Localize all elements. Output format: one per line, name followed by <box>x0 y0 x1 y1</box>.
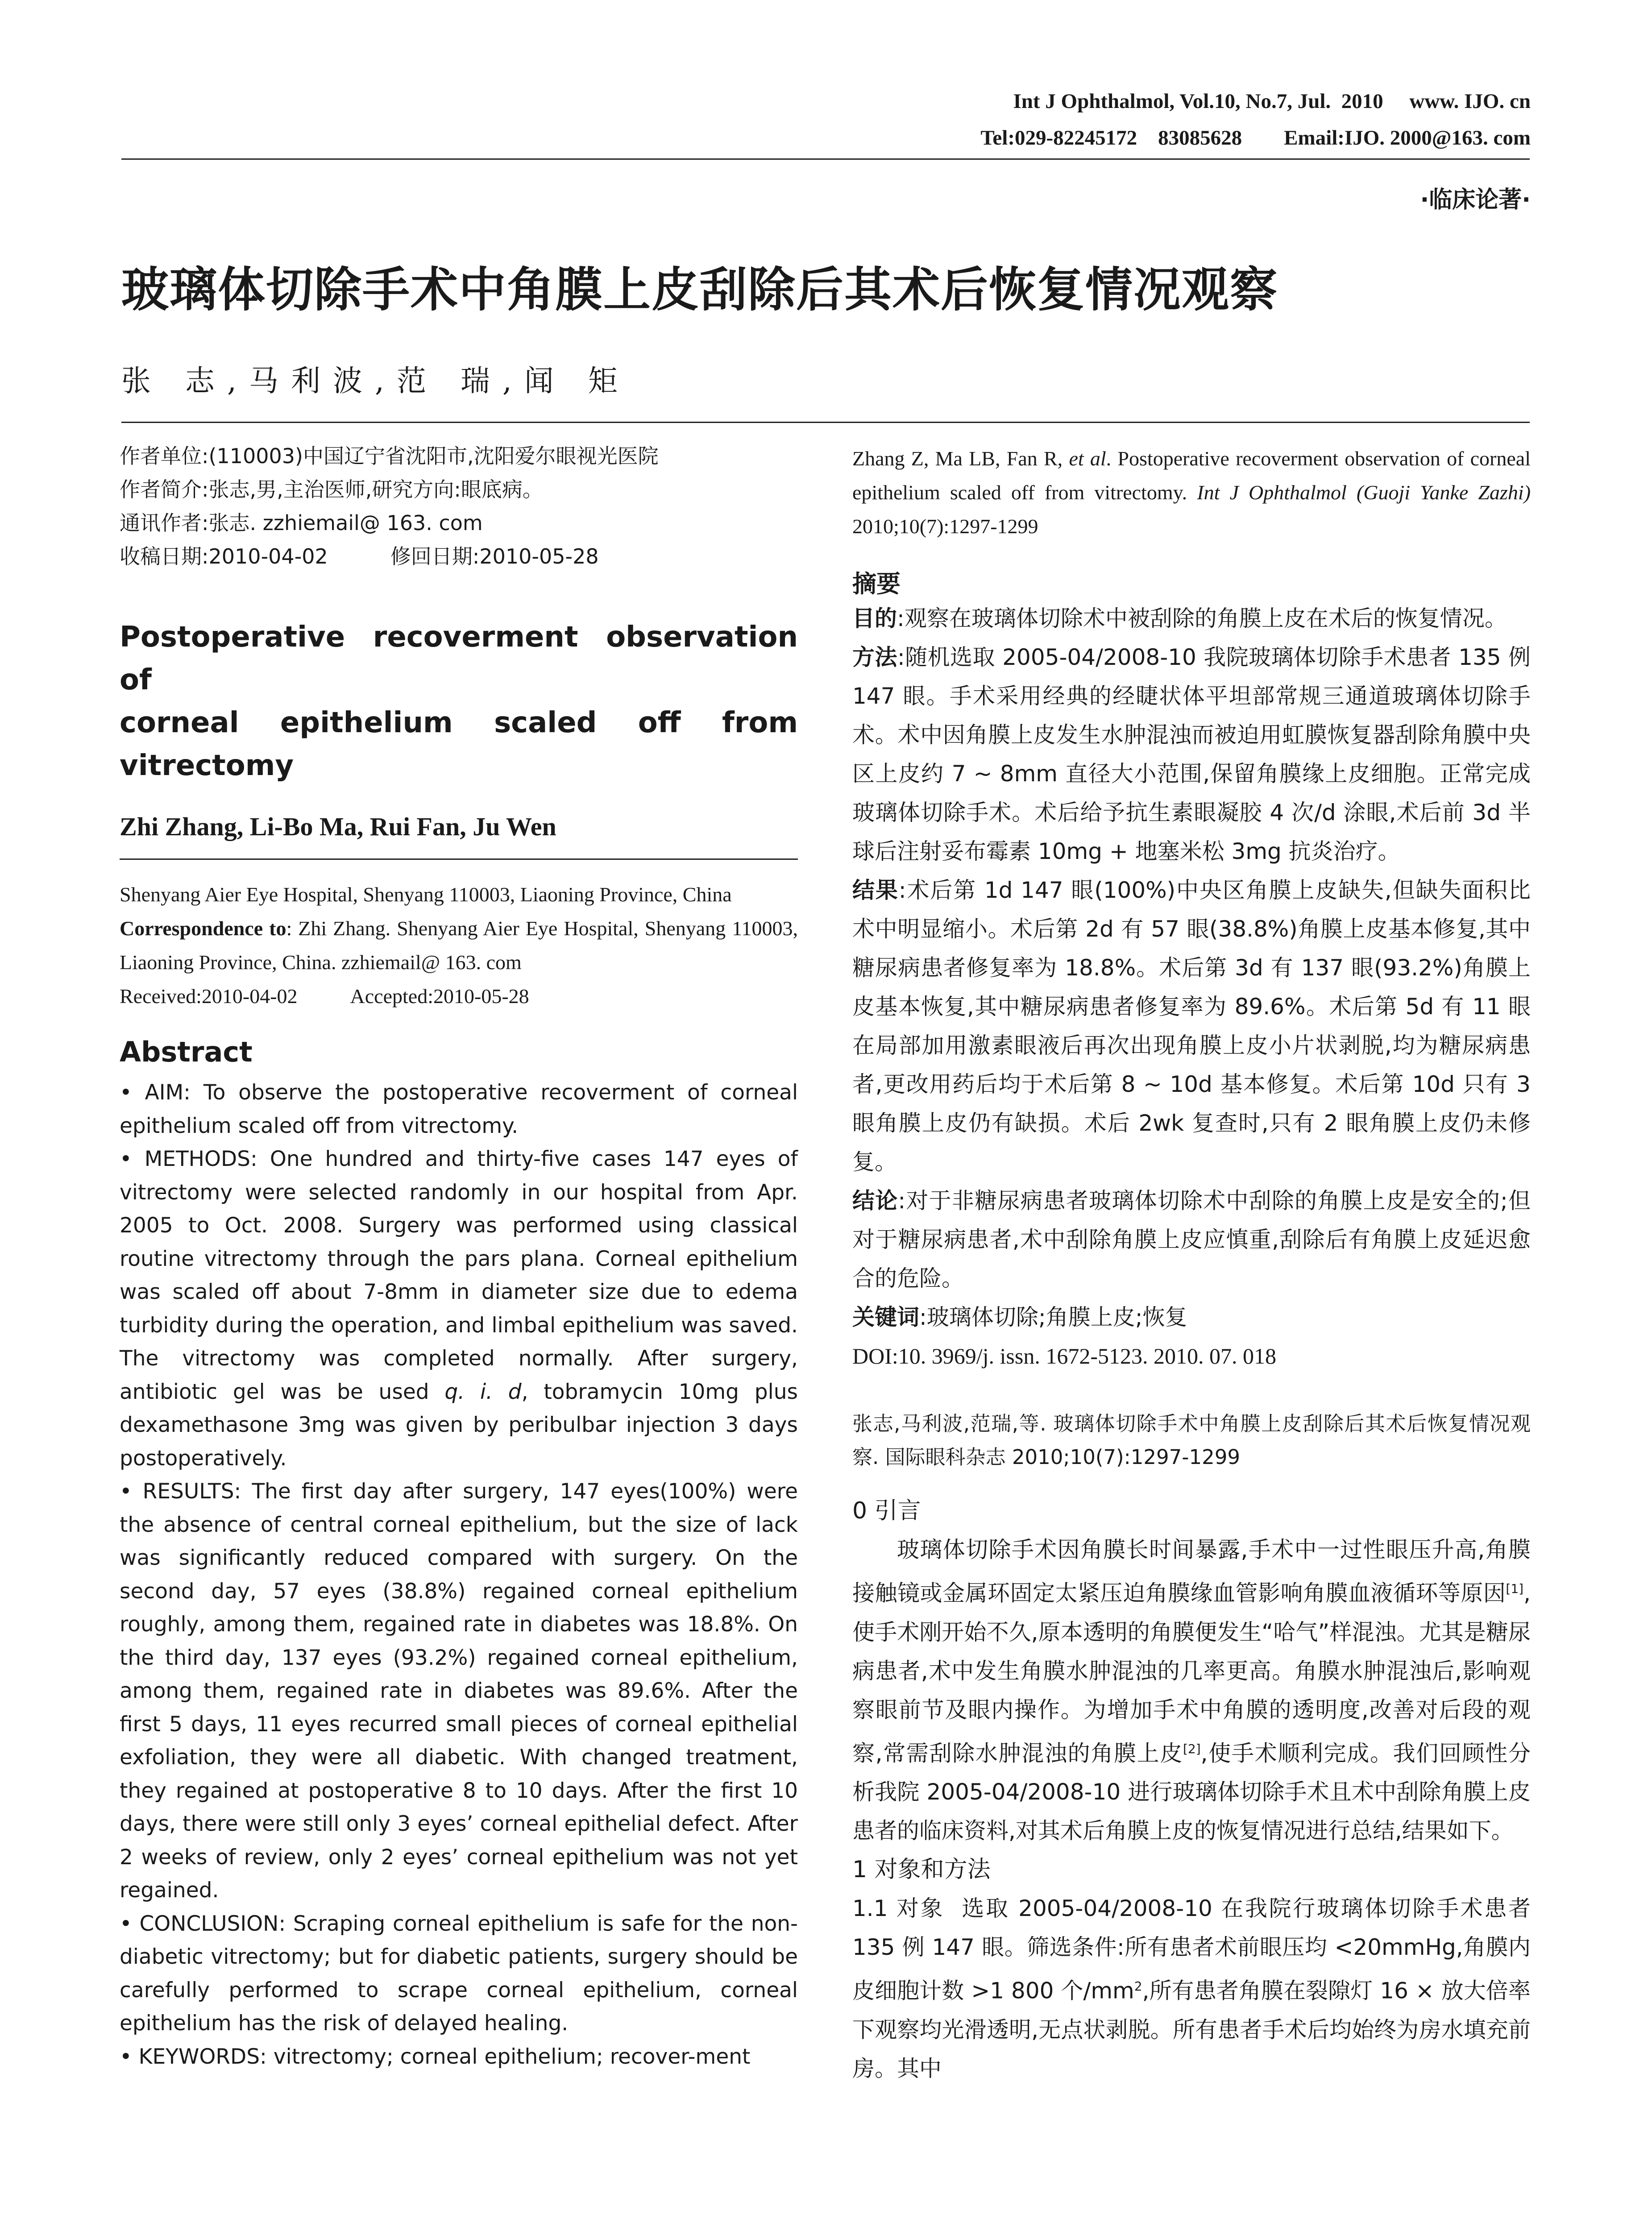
abstract-cn-purpose <box>852 599 1531 638</box>
unit-superscript: 2 <box>1134 1979 1142 1994</box>
article-title-cn: 玻璃体切除手术中角膜上皮刮除后其术后恢复情况观察 <box>121 262 1278 317</box>
title-rule <box>121 422 1530 423</box>
received-date-cn: 收稿日期:2010-04-02 <box>120 544 328 568</box>
methods-cn-label: 方法 <box>852 644 897 670</box>
ref-1[interactable]: [1] <box>1506 1581 1524 1596</box>
methods-section-body <box>852 1889 1531 2088</box>
header-rule <box>121 158 1530 160</box>
abstract-methods <box>120 1143 798 1475</box>
aim-text: : To observe the postoperative recoverment of corneal epithelium scaled off from vitrectomy. <box>120 1080 798 1138</box>
dates-cn <box>120 540 798 573</box>
keywords-cn-text: :玻璃体切除;角膜上皮;恢复 <box>919 1304 1187 1330</box>
ref-2[interactable]: [2] <box>1183 1741 1201 1756</box>
title-en-line-2: corneal epithelium scaled off from vitrectomy <box>120 706 798 782</box>
abstract-cn-keywords <box>852 1298 1531 1337</box>
intro-text-a: 玻璃体切除手术因角膜长时间暴露,手术中一过性眼压升高,角膜接触镜或金属环固定太紧压迫角膜缘血管影响角膜血液循环等原因 <box>852 1537 1531 1606</box>
subjects-label: 1.1 对象 <box>852 1895 945 1922</box>
purpose-label: 目的 <box>852 605 897 631</box>
abstract-conclusion <box>120 1908 798 2040</box>
methods-label: • METHODS <box>120 1147 251 1171</box>
abstract-cn-conclusion <box>852 1182 1531 1298</box>
citation-volume: 2010;10(7):1297-1299 <box>852 515 1038 538</box>
journal-header-line: Int J Ophthalmol, Vol.10, No.7, Jul. 2010 www. IJO. cn <box>1013 90 1531 113</box>
abstract-cn-heading: 摘要 <box>852 570 901 598</box>
citation-journal: Int J Ophthalmol (Guoji Yanke Zazhi) <box>1197 481 1531 504</box>
subjects-paragraph <box>852 1889 1531 2088</box>
left-column <box>120 440 798 2073</box>
intro-paragraph <box>852 1530 1531 1850</box>
doi: DOI:10. 3969/j. issn. 1672-5123. 2010. 07. 018 <box>852 1344 1276 1368</box>
right-column <box>852 442 1531 2088</box>
citation-cn: 张志,马利波,范瑞,等. 玻璃体切除手术中角膜上皮刮除后其术后恢复情况观察. 国际眼科杂志 2010;10(7):1297-1299 <box>852 1412 1531 1469</box>
subjects-text-a: 选取 2005-04/2008-10 在我院行玻璃体切除手术患者 135 例 147 眼。筛选条件:所有患者术前眼压均 <20mmHg,角膜内皮细胞计数 >1 800 个/mm <box>852 1895 1531 2004</box>
abstract-cn <box>852 599 1531 1376</box>
citation-etal: et al <box>1069 447 1106 470</box>
citation-en <box>852 442 1531 543</box>
keywords-cn-label: 关键词 <box>852 1304 919 1330</box>
citation-title: . Postoperative recoverment observation of corneal epithelium scaled off from vitrectomy. <box>852 447 1531 504</box>
intro-text-b: ,使手术刚开始不久,原本透明的角膜便发生“哈气”样混浊。尤其是糖尿病患者,术中发生角膜水肿混浊的几率更高。角膜水肿混浊后,影响观察眼前节及眼内操作。为增加手术中角膜的透明度,改善对后段的观察,常需刮除水肿混浊的角膜上皮 <box>852 1580 1531 1767</box>
methods-cn-text: :随机选取 2005-04/2008-10 我院玻璃体切除手术患者 135 例 147 眼。手术采用经典的经睫状体平坦部常规三通道玻璃体切除手术。术中因角膜上皮发生水肿混浊而被迫用虹膜恢复器刮除角膜中央区上皮约 7 ~ 8mm 直径大小范围,保留角膜缘上皮细胞。正常完成玻璃体切除手术。术后给予抗生素眼凝胶 4 次/d 涂眼,术后前 3d 半球后注射妥布霉素 10mg + 地塞米松 3mg 抗炎治疗。 <box>852 644 1531 864</box>
title-en-line-1: Postoperative recoverment observation of <box>120 621 798 697</box>
abstract-keywords <box>120 2040 798 2074</box>
results-cn-label: 结果 <box>852 877 899 903</box>
conclusion-cn-label: 结论 <box>852 1188 898 1214</box>
affiliation-en-text: Shenyang Aier Eye Hospital, Shenyang 110003, Liaoning Province, China <box>120 883 732 906</box>
conclusion-label: • CONCLUSION <box>120 1911 279 1936</box>
correspondence-label: Correspondence to <box>120 917 286 940</box>
authors-rule <box>120 858 798 860</box>
correspondence-cn-line: 通讯作者:张志. zzhiemail@ 163. com <box>120 511 483 535</box>
citation-authors: Zhang Z, Ma LB, Fan R, <box>852 447 1063 470</box>
correspondence-en <box>120 912 798 979</box>
affiliation-line: 作者单位:(110003)中国辽宁省沈阳市,沈阳爱尔眼视光医院 <box>120 444 659 468</box>
column-tag: ·临床论著· <box>1420 187 1531 213</box>
purpose-text: :观察在玻璃体切除术中被刮除的角膜上皮在术后的恢复情况。 <box>897 605 1507 631</box>
received-date-en: Received:2010-04-02 <box>120 985 298 1008</box>
authors-cn: 张 志,马利波,范 瑞,闻 矩 <box>121 364 630 398</box>
methods-tail: , tobramycin 10mg plus dexamethasone 3mg was given by peribulbar injection 3 days postoperatively. <box>120 1379 798 1471</box>
results-cn-text: :术后第 1d 147 眼(100%)中央区角膜上皮缺失,但缺失面积比术中明显缩小。术后第 2d 有 57 眼(38.8%)角膜上皮基本修复,其中糖尿病患者修复率为 18.8%。术后第 3d 有 137 眼(93.2%)角膜上皮基本恢复,其中糖尿病患者修复率为 89.6%。术后第 5d 有 11 眼在局部加用激素眼液后再次出现角膜上皮小片状剥脱,均为糖尿病患者,更改用药后均于术后第 8 ~ 10d 基本修复。术后第 10d 只有 3 眼角膜上皮仍有缺损。术后 2wk 复查时,只有 2 眼角膜上皮仍未修复。 <box>852 877 1531 1175</box>
abstract-aim <box>120 1076 798 1143</box>
correspondence-text: : Zhi Zhang. Shenyang Aier Eye Hospital, Shenyang 110003, Liaoning Province, China. zzhiemail@ 163. com <box>120 917 798 974</box>
methods-qid: q. i. d <box>444 1379 522 1404</box>
subjects-text-b: ,所有患者角膜在裂隙灯 16 × 放大倍率下观察均光滑透明,无点状剥脱。所有患者手术后均始终为房水填充前房。其中 <box>852 1978 1531 2082</box>
article-title-en <box>120 616 798 787</box>
intro-heading: 0 引言 <box>852 1497 921 1524</box>
methods-text: : One hundred and thirty-five cases 147 eyes of vitrectomy were selected randomly in our hospital from Apr. 2005 to Oct. 2008. Surgery was performed using classical routine vitrectomy through the pars plana. Corneal epithelium was scaled off about 7-8mm in diameter size due to edema turbidity during the operation, and limbal epithelium was saved. The vitrectomy was completed normally. After surgery, antibiotic gel was be used <box>120 1147 798 1404</box>
conclusion-text: : Scraping corneal epithelium is safe for the non-diabetic vitrectomy; but for diabetic patients, surgery should be carefully performed to scrape corneal epithelium, corneal epithelium has the risk of delayed healing. <box>120 1911 798 2036</box>
affiliation-cn <box>120 440 798 573</box>
keywords-label: • KEYWORDS <box>120 2044 260 2069</box>
accepted-date-en: Accepted:2010-05-28 <box>350 985 529 1008</box>
results-label: • RESULTS <box>120 1479 234 1504</box>
methods-section-heading: 1 对象和方法 <box>852 1856 991 1883</box>
abstract-cn-results <box>852 871 1531 1182</box>
results-text: : The first day after surgery, 147 eyes(100%) were the absence of central corneal epithelium, but the size of lack was significantly reduced compared with surgery. On the second day, 57 eyes (38.8%) regained corneal epithelium roughly, among them, regained rate in diabetes was 18.8%. On the third day, 137 eyes (93.2%) regained corneal epithelium, among them, regained rate in diabetes was 89.6%. After the first 5 days, 11 eyes recurred small pieces of corneal epithelial exfoliation, they were all diabetic. With changed treatment, they regained at postoperative 8 to 10 days. After the first 10 days, there were still only 3 eyes’ corneal epithelial defect. After 2 weeks of review, only 2 eyes’ corneal epithelium was not yet regained. <box>120 1479 798 1903</box>
conclusion-cn-text: :对于非糖尿病患者玻璃体切除术中刮除的角膜上皮是安全的;但对于糖尿病患者,术中刮除角膜上皮应慎重,刮除后有角膜上皮延迟愈合的危险。 <box>852 1188 1531 1291</box>
abstract-results <box>120 1475 798 1908</box>
revised-date-cn: 修回日期:2010-05-28 <box>390 544 599 568</box>
intro-text-c: ,使手术顺利完成。我们回顾性分析我院 2005-04/2008-10 进行玻璃体切除手术且术中刮除角膜上皮患者的临床资料,对其术后角膜上皮的恢复情况进行总结,结果如下。 <box>852 1740 1531 1844</box>
abstract-en <box>120 1076 798 2073</box>
affiliation-en <box>120 878 798 1013</box>
aim-label: • AIM <box>120 1080 184 1105</box>
contact-header-line: Tel:029-82245172 83085628 Email:IJO. 2000@163. com <box>980 126 1531 149</box>
author-bio-line: 作者简介:张志,男,主治医师,研究方向:眼底病。 <box>120 477 543 502</box>
abstract-cn-methods <box>852 638 1531 871</box>
dates-en <box>120 979 798 1013</box>
keywords-text: : vitrectomy; corneal epithelium; recover-ment <box>260 2044 751 2069</box>
authors-en: Zhi Zhang, Li-Bo Ma, Rui Fan, Ju Wen <box>120 812 556 841</box>
intro-body <box>852 1530 1531 1850</box>
abstract-heading: Abstract <box>120 1036 253 1068</box>
